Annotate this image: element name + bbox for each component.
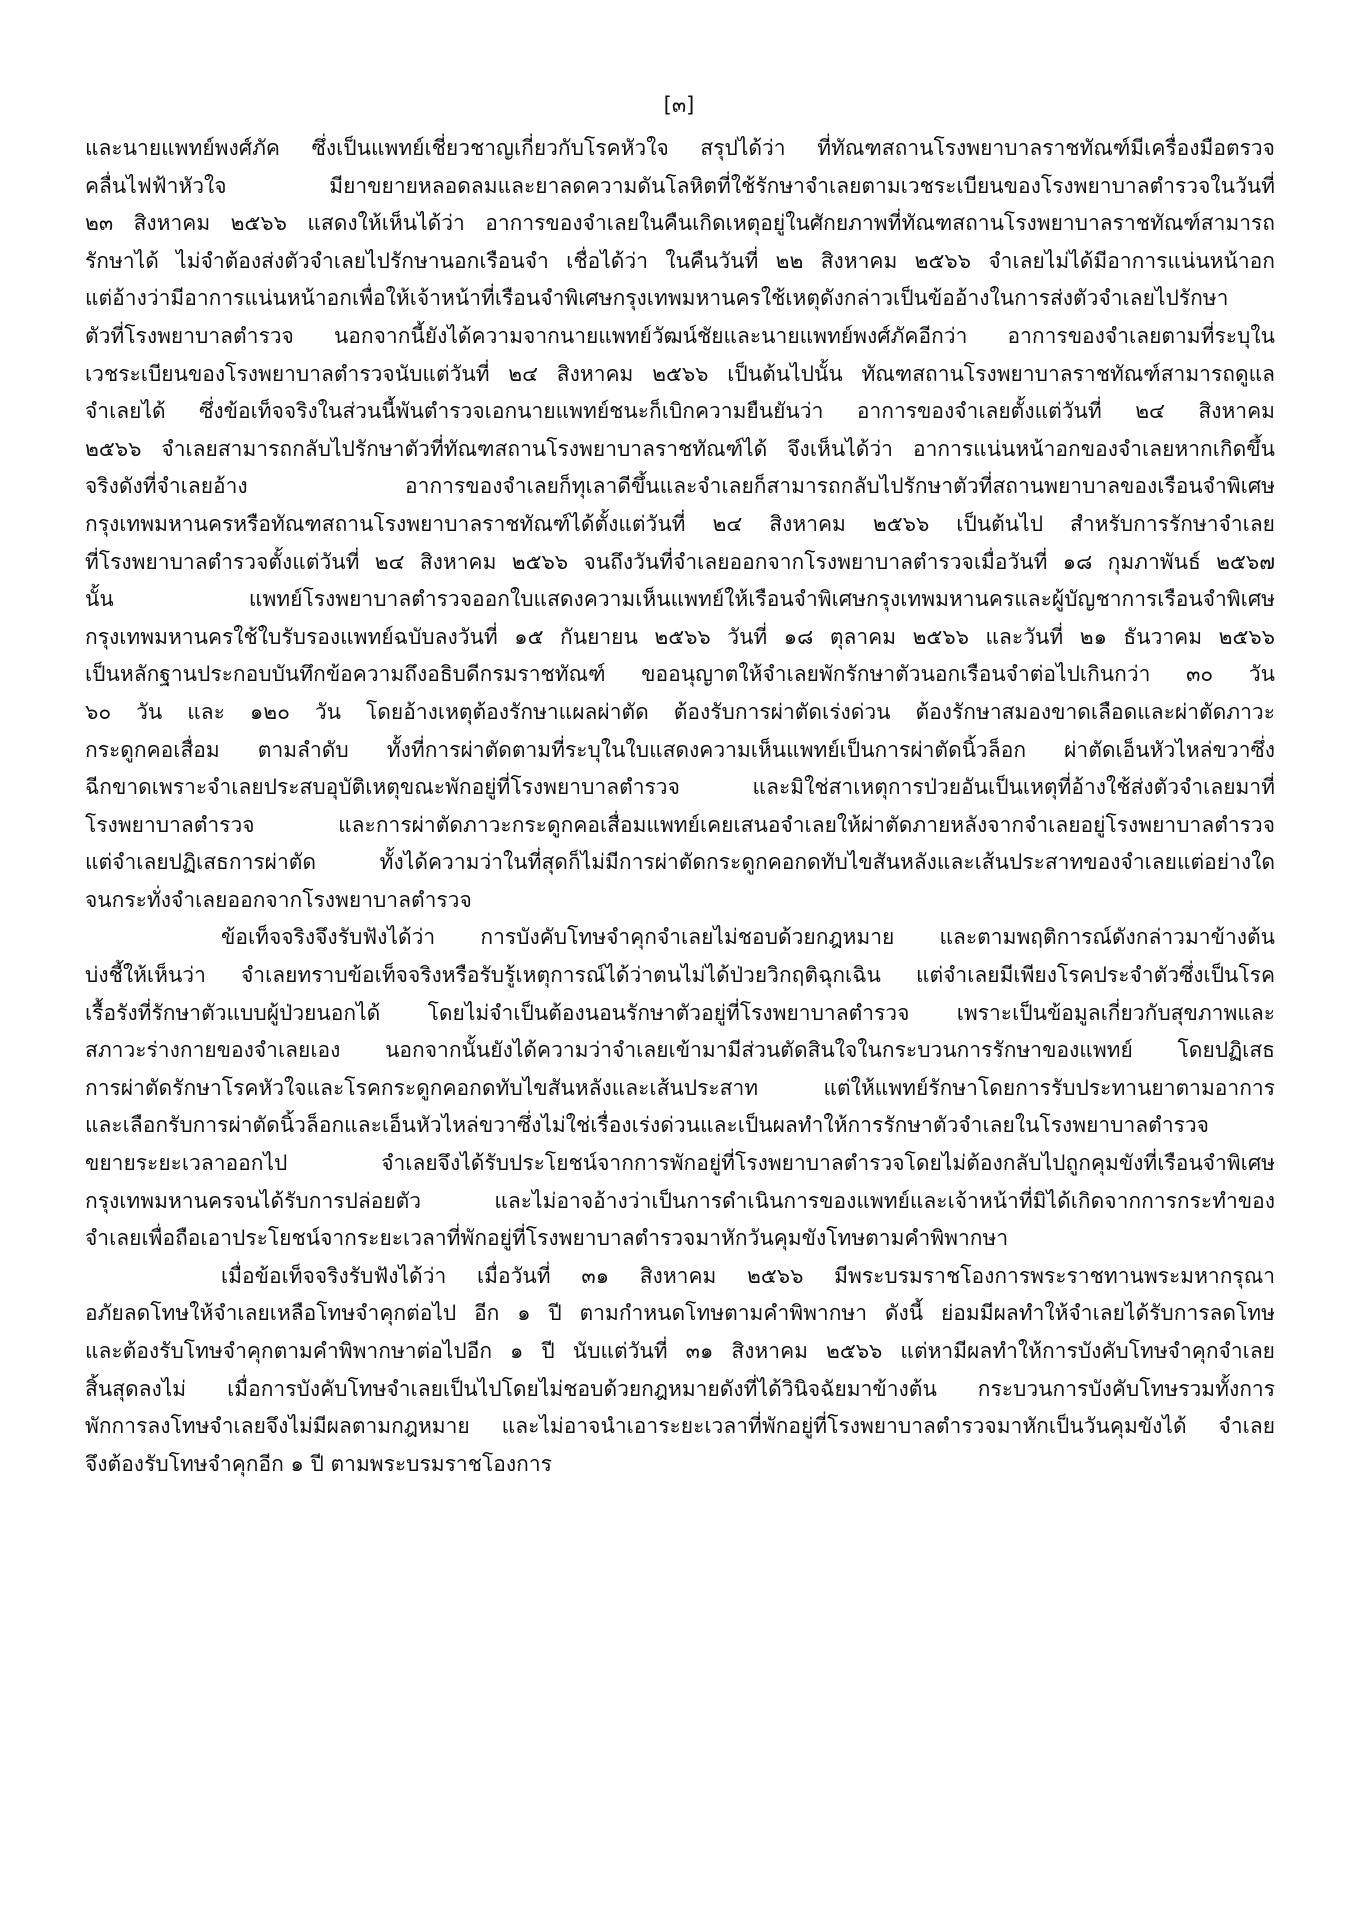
text-line: แต่จำเลยปฏิเสธการผ่าตัด ทั้งได้ความว่าในที่สุดก็ไม่มีการผ่าตัดกระดูกคอกดทับไขสันหลังและเส้นประสาทของจำเลยแต่อย่างใด bbox=[85, 850, 1275, 875]
text-line: รักษาได้ ไม่จำต้องส่งตัวจำเลยไปรักษานอกเรือนจำ เชื่อได้ว่า ในคืนวันที่ ๒๒ สิงหาคม ๒๕๖๖ จำเลยไม่ได้มีอาการแน่นหน้าอก bbox=[85, 248, 1275, 273]
text-line: สภาวะร่างกายของจำเลยเอง นอกจากนั้นยังได้ความว่าจำเลยเข้ามามีส่วนตัดสินใจในกระบวนการรักษาของแพทย์ โดยปฏิเสธ bbox=[85, 1038, 1275, 1063]
text-line: อภัยลดโทษให้จำเลยเหลือโทษจำคุกต่อไป อีก ๑ ปี ตามกำหนดโทษตามคำพิพากษา ดังนี้ ย่อมมีผลทำให้จำเลยได้รับการลดโทษ bbox=[85, 1301, 1275, 1326]
text-line: บ่งชี้ให้เห็นว่า จำเลยทราบข้อเท็จจริงหรือรับรู้เหตุการณ์ได้ว่าตนไม่ได้ป่วยวิกฤติฉุกเฉิน แต่จำเลยมีเพียงโรคประจำตัวซึ่งเป็นโรค bbox=[85, 963, 1275, 988]
text-line: ฉีกขาดเพราะจำเลยประสบอุบัติเหตุขณะพักอยู่ที่โรงพยาบาลตำรวจ และมิใช่สาเหตุการป่วยอันเป็นเหตุที่อ้างใช้ส่งตัวจำเลยมาที่ bbox=[85, 775, 1275, 800]
text-line: จนกระทั่งจำเลยออกจากโรงพยาบาลตำรวจ bbox=[85, 887, 472, 912]
text-line: เป็นหลักฐานประกอบบันทึกข้อความถึงอธิบดีกรมราชทัณฑ์ ขออนุญาตให้จำเลยพักรักษาตัวนอกเรือนจำต่อไปเกินกว่า ๓๐ วัน bbox=[85, 662, 1275, 687]
text-line: กระดูกคอเสื่อม ตามลำดับ ทั้งที่การผ่าตัดตามที่ระบุในใบแสดงความเห็นแพทย์เป็นการผ่าตัดนิ้วล็อก ผ่าตัดเอ็นหัวไหล่ขวาซึ่ง bbox=[85, 737, 1275, 762]
text-line: จริงดังที่จำเลยอ้าง อาการของจำเลยก็ทุเลาดีขึ้นและจำเลยก็สามารถกลับไปรักษาตัวที่สถานพยาบาลของเรือนจำพิเศษ bbox=[85, 474, 1275, 499]
text-line: เวชระเบียนของโรงพยาบาลตำรวจนับแต่วันที่ ๒๔ สิงหาคม ๒๕๖๖ เป็นต้นไปนั้น ทัณฑสถานโรงพยาบาลราชทัณฑ์สามารถดูแล bbox=[85, 361, 1275, 386]
text-line: กรุงเทพมหานครใช้ใบรับรองแพทย์ฉบับลงวันที่ ๑๕ กันยายน ๒๕๖๖ วันที่ ๑๘ ตุลาคม ๒๕๖๖ และวันที่ ๒๑ ธันวาคม ๒๕๖๖ bbox=[85, 624, 1275, 649]
text-line: แต่อ้างว่ามีอาการแน่นหน้าอกเพื่อให้เจ้าหน้าที่เรือนจำพิเศษกรุงเทพมหานครใช้เหตุดังกล่าวเป็นข้ออ้างในการส่งตัวจำเลยไปรักษา bbox=[85, 286, 1229, 311]
text-line: ๖๐ วัน และ ๑๒๐ วัน โดยอ้างเหตุต้องรักษาแผลผ่าตัด ต้องรับการผ่าตัดเร่งด่วน ต้องรักษาสมองขาดเลือดและผ่าตัดภาวะ bbox=[85, 699, 1275, 724]
text-line: จำเลยเพื่อถือเอาประโยชน์จากระยะเวลาที่พักอยู่ที่โรงพยาบาลตำรวจมาหักวันคุมขังโทษตามคำพิพากษา bbox=[85, 1226, 1009, 1251]
text-line: กรุงเทพมหานครจนได้รับการปล่อยตัว และไม่อาจอ้างว่าเป็นการดำเนินการของแพทย์และเจ้าหน้าที่มิได้เกิดจากการกระทำของ bbox=[85, 1188, 1275, 1213]
text-line: ๒๕๖๖ จำเลยสามารถกลับไปรักษาตัวที่ทัณฑสถานโรงพยาบาลราชทัณฑ์ได้ จึงเห็นได้ว่า อาการแน่นหน้าอกของจำเลยหากเกิดขึ้น bbox=[85, 436, 1275, 461]
document-body bbox=[85, 130, 1275, 1483]
text-line: ๒๓ สิงหาคม ๒๕๖๖ แสดงให้เห็นได้ว่า อาการของจำเลยในคืนเกิดเหตุอยู่ในศักยภาพที่ทัณฑสถานโรงพยาบาลราชทัณฑ์สามารถ bbox=[85, 211, 1275, 236]
text-line: คลื่นไฟฟ้าหัวใจ มียาขยายหลอดลมและยาลดความดันโลหิตที่ใช้รักษาจำเลยตามเวชระเบียนของโรงพยาบาลตำรวจในวันที่ bbox=[85, 173, 1275, 198]
text-line: จึงต้องรับโทษจำคุกอีก ๑ ปี ตามพระบรมราชโองการ bbox=[85, 1451, 552, 1476]
text-line: นั้น แพทย์โรงพยาบาลตำรวจออกใบแสดงความเห็นแพทย์ให้เรือนจำพิเศษกรุงเทพมหานครและผู้บัญชาการเรือนจำพิเศษ bbox=[85, 587, 1275, 612]
text-line: และต้องรับโทษจำคุกตามคำพิพากษาต่อไปอีก ๑ ปี นับแต่วันที่ ๓๑ สิงหาคม ๒๕๖๖ แต่หามีผลทำให้การบังคับโทษจำคุกจำเลย bbox=[85, 1339, 1275, 1363]
text-line: การผ่าตัดรักษาโรคหัวใจและโรคกระดูกคอกดทับไขสันหลังและเส้นประสาท แต่ให้แพทย์รักษาโดยการรับประทานยาตามอาการ bbox=[85, 1075, 1275, 1100]
paragraph bbox=[85, 1258, 1275, 1484]
text-line: และเลือกรับการผ่าตัดนิ้วล็อกและเอ็นหัวไหล่ขวาซึ่งไม่ใช่เรื่องเร่งด่วนและเป็นผลทำให้การรักษาตัวจำเลยในโรงพยาบาลตำรวจ bbox=[85, 1113, 1209, 1138]
page-number: [๓] bbox=[663, 93, 695, 117]
text-line: ที่โรงพยาบาลตำรวจตั้งแต่วันที่ ๒๔ สิงหาคม ๒๕๖๖ จนถึงวันที่จำเลยออกจากโรงพยาบาลตำรวจเมื่อวันที่ ๑๘ กุมภาพันธ์ ๒๕๖๗ bbox=[85, 549, 1275, 574]
paragraph bbox=[85, 130, 1275, 919]
text-line: ขยายระยะเวลาออกไป จำเลยจึงได้รับประโยชน์จากการพักอยู่ที่โรงพยาบาลตำรวจโดยไม่ต้องกลับไปถูกคุมขังที่เรือนจำพิเศษ bbox=[85, 1151, 1275, 1176]
text-line: และนายแพทย์พงศ์ภัค ซึ่งเป็นแพทย์เชี่ยวชาญเกี่ยวกับโรคหัวใจ สรุปได้ว่า ที่ทัณฑสถานโรงพยาบาลราชทัณฑ์มีเครื่องมือตรวจ bbox=[85, 136, 1275, 160]
paragraph bbox=[85, 919, 1275, 1257]
text-line: พักการลงโทษจำเลยจึงไม่มีผลตามกฎหมาย และไม่อาจนำเอาระยะเวลาที่พักอยู่ที่โรงพยาบาลตำรวจมาหักเป็นวันคุมขังได้ จำเลย bbox=[85, 1414, 1275, 1439]
text-line: โรงพยาบาลตำรวจ และการผ่าตัดภาวะกระดูกคอเสื่อมแพทย์เคยเสนอจำเลยให้ผ่าตัดภายหลังจากจำเลยอยู่โรงพยาบาลตำรวจ bbox=[85, 812, 1275, 837]
text-line: กรุงเทพมหานครหรือทัณฑสถานโรงพยาบาลราชทัณฑ์ได้ตั้งแต่วันที่ ๒๔ สิงหาคม ๒๕๖๖ เป็นต้นไป สำหรับการรักษาจำเลย bbox=[85, 511, 1275, 536]
text-line: ข้อเท็จจริงจึงรับฟังได้ว่า การบังคับโทษจำคุกจำเลยไม่ชอบด้วยกฎหมาย และตามพฤติการณ์ดังกล่าวมาข้างต้น bbox=[221, 925, 1275, 950]
text-line: เมื่อข้อเท็จจริงรับฟังได้ว่า เมื่อวันที่ ๓๑ สิงหาคม ๒๕๖๖ มีพระบรมราชโองการพระราชทานพระมหากรุณา bbox=[221, 1263, 1275, 1288]
text-line: จำเลยได้ ซึ่งข้อเท็จจริงในส่วนนี้พันตำรวจเอกนายแพทย์ชนะก็เบิกความยืนยันว่า อาการของจำเลยตั้งแต่วันที่ ๒๔ สิงหาคม bbox=[85, 399, 1275, 424]
text-line: ตัวที่โรงพยาบาลตำรวจ นอกจากนี้ยังได้ความจากนายแพทย์วัฒน์ชัยและนายแพทย์พงศ์ภัคอีกว่า อาการของจำเลยตามที่ระบุใน bbox=[85, 323, 1275, 348]
text-line: เรื้อรังที่รักษาตัวแบบผู้ป่วยนอกได้ โดยไม่จำเป็นต้องนอนรักษาตัวอยู่ที่โรงพยาบาลตำรวจ เพราะเป็นข้อมูลเกี่ยวกับสุขภาพและ bbox=[85, 1000, 1275, 1025]
text-line: สิ้นสุดลงไม่ เมื่อการบังคับโทษจำเลยเป็นไปโดยไม่ชอบด้วยกฎหมายดังที่ได้วินิจฉัยมาข้างต้น กระบวนการบังคับโทษรวมทั้งการ bbox=[85, 1376, 1275, 1401]
